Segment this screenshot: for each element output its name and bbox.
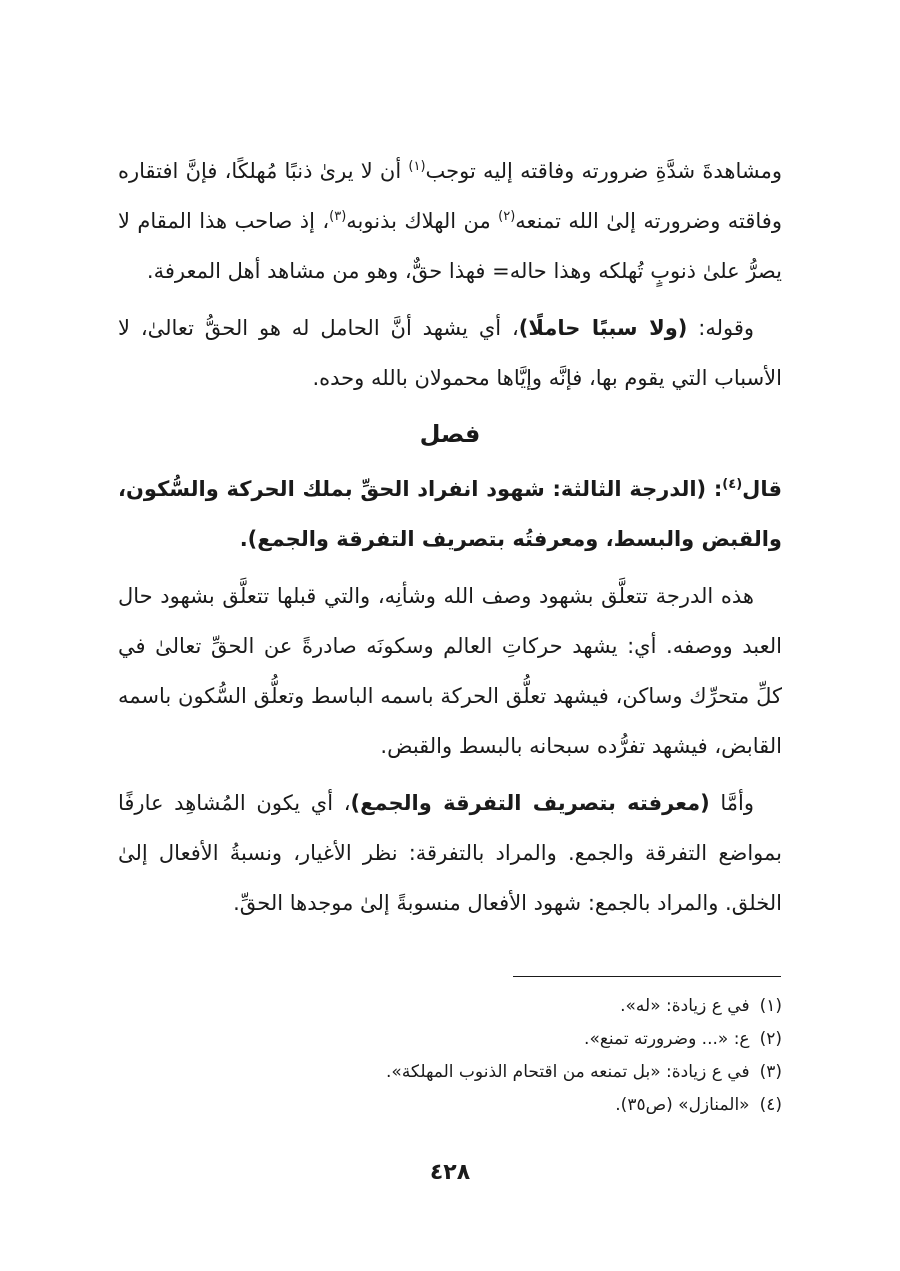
p1-text-b: أن لا يرىٰ ذنبًا مُهلكًا، فإنَّ افتقاره وفاقته وضرورته إلىٰ الله تمنعه [118,159,782,233]
footnote-text: في ع زيادة: «بل تمنعه من اقتحام الذنوب المهلكة». [386,1062,750,1082]
footnote-2 [300,1023,782,1056]
paragraph-4: هذه الدرجة تتعلَّق بشهود وصف الله وشأنِه، والتي قبلها تتعلَّق بشهود حال العبد ووصفه. أي: يشهد حركاتِ العالم وسكونَه صادرةً عن الحقِّ تعالىٰ في كلِّ متحرِّك وساكن، فيشهد تعلُّق الحركة باسمه الباسط وتعلُّق السُّكون باسمه القابض، فيشهد تفرُّده سبحانه بالبسط والقبض. [118,584,782,758]
footnote-marker-4[interactable]: (٤) [722,477,743,492]
section-heading: فصل [419,420,481,448]
footnotes-list [300,990,782,1122]
p2-bold-quote: (ولا سببًا حاملًا) [518,316,688,340]
page-body [118,146,782,935]
p1-text-c: من الهلاك بذنوبه [346,209,499,233]
footnote-marker-3[interactable]: (٣) [329,209,347,224]
p1-text-a: ومشاهدةَ شدَّةِ ضرورته وفاقته إليه توجب [425,159,782,183]
page-number: ٤٢٨ [429,1160,471,1185]
footnote-text: في ع زيادة: «له». [620,996,750,1016]
footnote-text: ع: «... وضرورته تمنع». [584,1029,750,1049]
paragraph-5 [118,778,782,928]
footnote-3 [300,1056,782,1089]
p3-qal: قال [742,477,782,501]
p3-bold-text: (الدرجة الثالثة: شهود انفراد الحقِّ بملك الحركة والسُّكون، والقبض والبسط، ومعرفتُه بتصريف التفرقة والجمع). [118,477,782,551]
footnote-4 [300,1089,782,1122]
p2-text-a: وقوله: [687,316,755,340]
footnote-marker-1[interactable]: (١) [408,159,426,174]
footnote-number: (٣) [759,1062,782,1082]
footnote-1 [300,990,782,1023]
paragraph-3 [118,464,782,564]
footnote-number: (٤) [759,1095,782,1115]
p5-text-a: وأمَّا [709,791,754,815]
p3-colon: : [706,477,723,501]
footnote-text: «المنازل» (ص٣٥). [615,1095,750,1115]
p2-text-b: ، أي يشهد أنَّ الحامل له هو الحقُّ تعالىٰ، لا الأسباب التي يقوم بها، فإنَّه وإيَّاها محمولان بالله وحده. [118,316,782,390]
footnote-divider [513,976,781,977]
footnote-number: (١) [759,996,782,1016]
paragraph-2 [118,303,782,403]
footnote-number: (٢) [759,1029,782,1049]
p5-text-b: ، أي يكون المُشاهِد عارفًا بمواضع التفرقة والجمع. والمراد بالتفرقة: نظر الأغيار، ونسبةُ الأفعال إلىٰ الخلق. والمراد بالجمع: شهود الأفعال منسوبةً إلىٰ موجدها الحقِّ. [118,791,782,915]
p1-text-d: ، إذ صاحب هذا المقام لا يصرُّ علىٰ ذنوبٍ تُهلكه وهذا حاله= فهذا حقٌّ، وهو من مشاهد أهل المعرفة. [118,209,782,283]
footnote-marker-2[interactable]: (٢) [498,209,516,224]
p5-bold-quote: (معرفته بتصريف التفرقة والجمع) [350,791,710,815]
paragraph-1 [118,146,782,296]
